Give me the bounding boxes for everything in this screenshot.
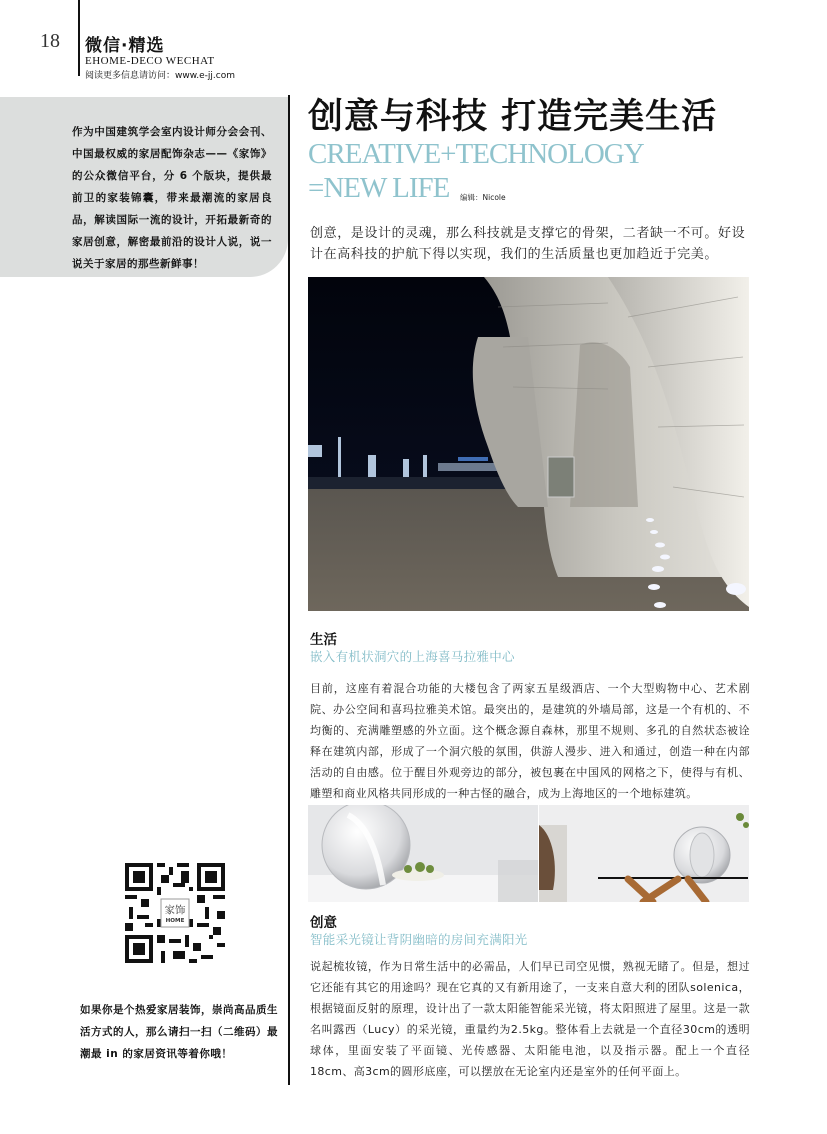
lucy-mirror-images	[308, 805, 749, 902]
photo-lucy-mirror-pair	[308, 805, 749, 902]
magazine-section-english: EHOME-DECO WECHAT	[85, 55, 215, 67]
section-life-subtitle: 嵌入有机状洞穴的上海喜马拉雅中心	[310, 649, 515, 664]
qr-logo-text: 家饰	[164, 904, 186, 917]
building-night-image	[308, 277, 749, 611]
magazine-url-line: 阅读更多信息请访问：www.e-jj.com	[85, 71, 235, 81]
section-life-title: 生活	[310, 632, 337, 648]
section-creative-subtitle: 智能采光镜让背阴幽暗的房间充满阳光	[310, 932, 528, 947]
qr-logo-text-en: HOME	[165, 918, 185, 925]
article-title-english-line2: =NEW LIFE	[308, 172, 450, 204]
article-lead: 创意，是设计的灵魂，那么科技就是支撑它的骨架，二者缺一不可。好设计在高科技的护航下得以实现，我们的生活质量也更加趋近于完美。	[310, 226, 746, 262]
section-life-body: 目前，这座有着混合功能的大楼包含了两家五星级酒店、一个大型购物中心、艺术剧院、办公空间和喜玛拉雅美术馆。最突出的，是建筑的外墙局部，这是一个有机的、不均衡的、充满雕塑感的外立面。这个概念源自森林，那里不规则、多孔的自然状态被诠释在建筑内部，形成了一个洞穴般的氛围，供游人漫步、进入和通过，创造一种在内部活动的自由感。位于醒目外观旁边的部分，被包裹在中国风的网格之下，使得与有机、雕塑和商业风格共同形成的一种古怪的融合，成为上海地区的一个地标建筑。	[310, 682, 750, 800]
intro-text: 作为中国建筑学会室内设计师分会会刊、中国最权威的家居配饰杂志——《家饰》的公众微信平台，分 6 个版块，提供最前卫的家装锦囊，带来最潮流的家居良品，解读国际一流的设计，开拓最新奇的家居创意，解密最前沿的设计人说，说一说关于家居的那些新鲜事！	[72, 126, 272, 270]
wechat-qr-code[interactable]	[125, 863, 225, 963]
section-creative-title: 创意	[310, 915, 337, 931]
photo-himalayas-center	[308, 277, 749, 611]
section-creative-body: 说起梳妆镜，作为日常生活中的必需品，人们早已司空见惯，熟视无睹了。但是，想过它还能有其它的用途吗？现在它真的又有新用途了，一支来自意大利的团队solenica，根据镜面反射的原理，设计出了一款太阳能智能采光镜，将太阳照进了屋里。这是一款名叫露西（Lucy）的采光镜，重量约为2.5kg。整体看上去就是一个直径30cm的透明球体，里面安装了平面镜、光传感器、太阳能电池，以及指示器。配上一个直径18cm、高3cm的圆形底座，可以摆放在无论室内还是室外的任何平面上。	[310, 960, 750, 1078]
page-number: 18	[40, 30, 60, 52]
column-divider	[288, 95, 290, 1085]
article-title-english-line1: CREATIVE+TECHNOLOGY	[308, 138, 644, 170]
qr-call-to-action: 如果你是个热爱家居装饰，崇尚高品质生活方式的人，那么请扫一扫（二维码）最潮最 in 的家居资讯等着你哦！	[80, 1004, 278, 1060]
article-title: 创意与科技 打造完美生活	[308, 96, 718, 137]
header-divider	[78, 0, 80, 76]
magazine-section-title: 微信·精选	[85, 36, 165, 56]
qr-code-icon	[125, 863, 225, 963]
editor-credit: 编辑：Nicole	[460, 193, 506, 202]
